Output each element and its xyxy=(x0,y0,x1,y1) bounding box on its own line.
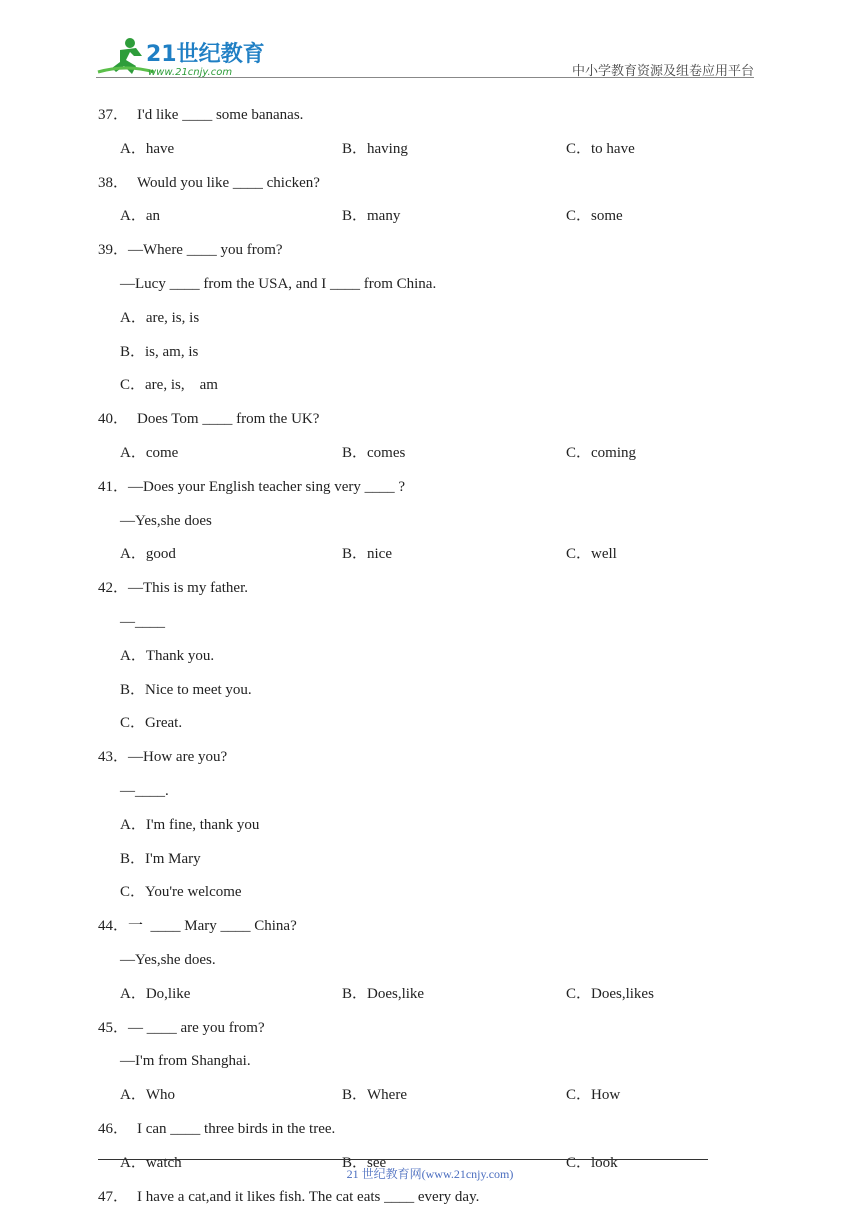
answer-option: A．watch xyxy=(120,1155,182,1171)
question-number: 46． xyxy=(98,1121,129,1137)
answer-option: C．Does,likes xyxy=(566,986,654,1002)
answer-option: C．to have xyxy=(566,141,635,157)
question-stem: 一 ____ Mary ____ China? xyxy=(128,918,297,934)
question-number: 40． xyxy=(98,411,129,427)
answer-option: C．How xyxy=(566,1087,621,1103)
question-number: 43． xyxy=(98,749,129,765)
question-stem: —Where ____ you from? xyxy=(128,242,283,258)
answer-option: B．is, am, is xyxy=(120,344,199,360)
question-stem: Would you like ____ chicken? xyxy=(137,175,320,191)
answer-option: C．look xyxy=(566,1155,618,1171)
answer-option: A．Do,like xyxy=(120,986,191,1002)
question-number: 45． xyxy=(98,1020,129,1036)
answer-option: A．an xyxy=(120,208,160,224)
answer-option: A．I'm fine, thank you xyxy=(120,817,260,833)
question-stem: —This is my father. xyxy=(128,580,248,596)
question-line: —Lucy ____ from the USA, and I ____ from China. xyxy=(120,276,437,292)
answer-option: B．Where xyxy=(342,1087,407,1103)
answer-option: B．Nice to meet you. xyxy=(120,682,252,698)
question-line: —Yes,she does xyxy=(120,513,212,529)
question-stem: —How are you? xyxy=(128,749,228,765)
footer-text: 21 世纪教育网(www.21cnjy.com) xyxy=(346,1167,514,1181)
header-divider xyxy=(96,77,754,78)
question-line: —Yes,she does. xyxy=(120,952,216,968)
question-number: 37． xyxy=(98,107,129,123)
answer-option: B．having xyxy=(342,141,408,157)
question-stem: I can ____ three birds in the tree. xyxy=(137,1121,336,1137)
answer-option: A．have xyxy=(120,141,175,157)
logo-name: 21世纪教育 xyxy=(146,42,265,67)
question-number: 41． xyxy=(98,479,129,495)
question-stem: I have a cat,and it likes fish. The cat eats ____ every day. xyxy=(137,1189,480,1205)
question-number: 42． xyxy=(98,580,129,596)
question-stem: — ____ are you from? xyxy=(128,1020,265,1036)
question-stem: I'd like ____ some bananas. xyxy=(137,107,304,123)
answer-option: B．Does,like xyxy=(342,986,425,1002)
answer-option: C．well xyxy=(566,546,617,562)
answer-option: B．nice xyxy=(342,546,392,562)
question-line: —____. xyxy=(120,783,169,799)
answer-option: A．Thank you. xyxy=(120,648,215,664)
question-number: 44． xyxy=(98,918,129,934)
answer-option: B．many xyxy=(342,208,401,224)
answer-option: A．come xyxy=(120,445,179,461)
answer-option: C．coming xyxy=(566,445,636,461)
answer-option: C．Great. xyxy=(120,715,183,731)
question-line: —____ xyxy=(120,614,165,630)
answer-option: B．comes xyxy=(342,445,406,461)
site-logo xyxy=(96,34,266,78)
answer-option: B．see xyxy=(342,1155,387,1171)
answer-option: A．are, is, is xyxy=(120,310,200,326)
answer-option: A．Who xyxy=(120,1087,175,1103)
answer-option: B．I'm Mary xyxy=(120,851,201,867)
answer-option: C．You're welcome xyxy=(120,884,242,900)
question-number: 38． xyxy=(98,175,129,191)
question-stem: Does Tom ____ from the UK? xyxy=(137,411,320,427)
footer-divider xyxy=(98,1159,708,1160)
question-number: 47． xyxy=(98,1189,129,1205)
question-line: —I'm from Shanghai. xyxy=(120,1053,251,1069)
question-stem: —Does your English teacher sing very ____ ? xyxy=(128,479,406,495)
logo-url: www.21cnjy.com xyxy=(148,67,233,78)
question-number: 39． xyxy=(98,242,129,258)
platform-title: 中小学教育资源及组卷应用平台 xyxy=(571,64,754,79)
answer-option: C．are, is, am xyxy=(120,377,218,393)
answer-option: A．good xyxy=(120,546,176,562)
answer-option: C．some xyxy=(566,208,623,224)
